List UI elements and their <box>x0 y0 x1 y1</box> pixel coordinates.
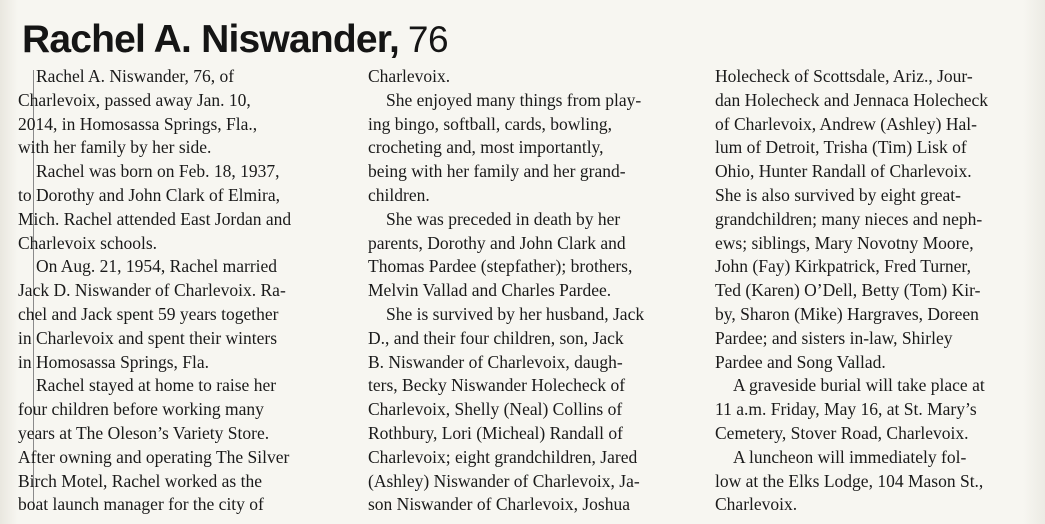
text-line: lum of Detroit, Trisha (Tim) Lisk of <box>715 137 967 158</box>
text-line: son Niswander of Charlevoix, Joshua <box>368 494 630 515</box>
text-line: Charlevoix, passed away Jan. 10, <box>18 89 251 110</box>
headline <box>22 14 448 67</box>
text-line: by, Sharon (Mike) Hargraves, Doreen <box>715 303 979 324</box>
text-line: Ted (Karen) O’Dell, Betty (Tom) Kir- <box>715 280 981 301</box>
text-line: being with her family and her grand- <box>368 161 626 182</box>
text-line: Charlevoix. <box>715 494 798 515</box>
text-line: ters, Becky Niswander Holecheck of <box>368 375 626 396</box>
text-line: She was preceded in death by her <box>386 208 621 229</box>
text-line: boat launch manager for the city of <box>18 494 264 515</box>
text-column-1 <box>18 65 352 517</box>
text-line: crocheting and, most importantly, <box>368 137 604 158</box>
text-line: B. Niswander of Charlevoix, daugh- <box>368 351 623 372</box>
text-line: Rachel stayed at home to raise her <box>36 375 277 396</box>
text-line: Ohio, Hunter Randall of Charlevoix. <box>715 161 972 182</box>
text-column-3 <box>715 65 1037 517</box>
headline-age: 76 <box>407 19 449 60</box>
text-line: On Aug. 21, 1954, Rachel married <box>36 256 278 277</box>
text-line: Charlevoix; eight grandchildren, Jared <box>368 446 638 467</box>
text-line: She is survived by her husband, Jack <box>386 303 645 324</box>
text-line: Jack D. Niswander of Charlevoix. Ra- <box>18 280 286 301</box>
text-column-2 <box>368 65 702 517</box>
text-line: dan Holecheck and Jennaca Holecheck <box>715 89 989 110</box>
text-line: After owning and operating The Silver <box>18 446 290 467</box>
text-line: children. <box>368 184 430 205</box>
text-line: four children before working many <box>18 399 264 420</box>
text-line: chel and Jack spent 59 years together <box>18 303 279 324</box>
text-line: Charlevoix schools. <box>18 232 158 253</box>
text-line: Mich. Rachel attended East Jordan and <box>18 208 292 229</box>
text-line: Cemetery, Stover Road, Charlevoix. <box>715 422 969 443</box>
text-line: 2014, in Homosassa Springs, Fla., <box>18 113 258 134</box>
text-line: 11 a.m. Friday, May 16, at St. Mary’s <box>715 399 977 420</box>
text-line: parents, Dorothy and John Clark and <box>368 232 626 253</box>
text-line: Birch Motel, Rachel worked as the <box>18 470 262 491</box>
text-line: in Charlevoix and spent their winters <box>18 327 278 348</box>
text-line: in Homosassa Springs, Fla. <box>18 351 210 372</box>
text-line: (Ashley) Niswander of Charlevoix, Ja- <box>368 470 640 491</box>
text-line: She is also survived by eight great- <box>715 184 961 205</box>
text-line: ing bingo, softball, cards, bowling, <box>368 113 613 134</box>
text-line: Melvin Vallad and Charles Pardee. <box>368 280 612 301</box>
text-line: A luncheon will immediately fol- <box>733 446 967 467</box>
text-line: John (Fay) Kirkpatrick, Fred Turner, <box>715 256 971 277</box>
text-line: A graveside burial will take place at <box>733 375 985 396</box>
text-line: years at The Oleson’s Variety Store. <box>18 422 270 443</box>
text-line: Pardee; and sisters in-law, Shirley <box>715 327 953 348</box>
text-line: low at the Elks Lodge, 104 Mason St., <box>715 470 984 491</box>
text-line: grandchildren; many nieces and neph- <box>715 208 983 229</box>
text-line: D., and their four children, son, Jack <box>368 327 624 348</box>
text-line: with her family by her side. <box>18 137 212 158</box>
text-line: Rothbury, Lori (Micheal) Randall of <box>368 422 623 443</box>
text-line: to Dorothy and John Clark of Elmira, <box>18 184 280 205</box>
text-line: ews; siblings, Mary Novotny Moore, <box>715 232 974 253</box>
headline-name: Rachel A. Niswander, <box>22 18 400 61</box>
paper-edge-left <box>0 0 18 524</box>
text-line: of Charlevoix, Andrew (Ashley) Hal- <box>715 113 977 134</box>
text-line: Charlevoix. <box>368 66 451 86</box>
text-line: Rachel was born on Feb. 18, 1937, <box>36 161 280 182</box>
text-line: Charlevoix, Shelly (Neal) Collins of <box>368 399 623 420</box>
text-line: Pardee and Song Vallad. <box>715 351 886 372</box>
text-line: Thomas Pardee (stepfather); brothers, <box>368 256 633 277</box>
text-line: She enjoyed many things from play- <box>386 89 642 110</box>
text-line: Holecheck of Scottsdale, Ariz., Jour- <box>715 66 973 86</box>
text-line: Rachel A. Niswander, 76, of <box>36 66 235 86</box>
